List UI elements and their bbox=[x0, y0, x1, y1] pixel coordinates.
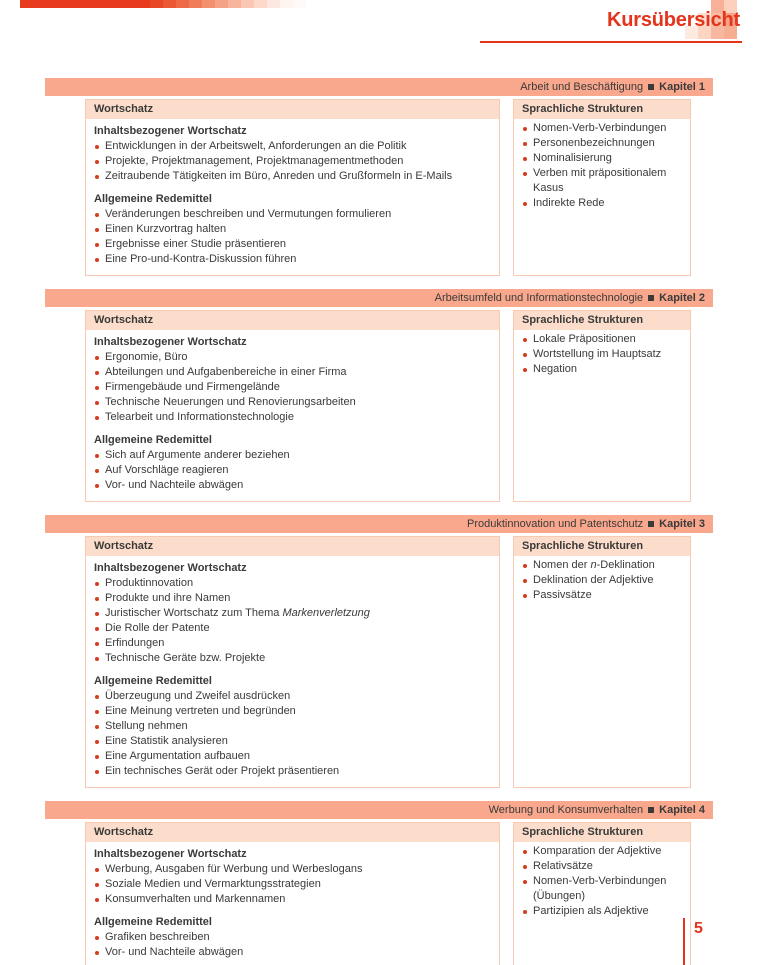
bullet-dot-icon bbox=[95, 175, 99, 179]
bullet-list bbox=[522, 121, 682, 211]
gradient-square bbox=[267, 0, 280, 8]
chapter-section-3 bbox=[45, 515, 713, 788]
group-heading: Inhaltsbezogener Wortschatz bbox=[94, 562, 247, 574]
gradient-square bbox=[215, 0, 228, 8]
bullet-dot-icon bbox=[95, 416, 99, 420]
gradient-square bbox=[46, 0, 59, 8]
bullet-dot-icon bbox=[95, 868, 99, 872]
wortschatz-content bbox=[86, 842, 499, 965]
list-item bbox=[522, 874, 682, 904]
bullet-dot-icon bbox=[523, 127, 527, 131]
chapter-band bbox=[45, 515, 713, 533]
wortschatz-header: Wortschatz bbox=[86, 311, 499, 330]
list-item bbox=[522, 573, 682, 588]
bullet-list bbox=[94, 448, 491, 493]
bullet-dot-icon bbox=[95, 612, 99, 616]
wortschatz-box bbox=[85, 822, 500, 965]
list-item-text: Negation bbox=[533, 363, 578, 375]
chapter-band bbox=[45, 78, 713, 96]
list-item-text: Produkte und ihre Namen bbox=[105, 592, 231, 604]
chapter-band bbox=[45, 289, 713, 307]
list-item bbox=[522, 904, 682, 919]
list-item bbox=[94, 207, 491, 222]
list-item-text: Verben mit präpositionalem Kasus bbox=[533, 167, 667, 194]
list-item-text: Ergebnisse einer Studie präsentieren bbox=[105, 238, 287, 250]
list-item-text: Technische Geräte bzw. Projekte bbox=[105, 652, 266, 664]
list-item-text: Vor- und Nachteile abwägen bbox=[105, 479, 244, 491]
list-item-text: Stellung nehmen bbox=[105, 720, 188, 732]
list-item-text: Nomen-Verb-Verbindungen bbox=[533, 122, 667, 134]
gradient-square bbox=[228, 0, 241, 8]
chapter-columns bbox=[85, 536, 713, 788]
strukturen-box bbox=[513, 536, 691, 788]
list-item bbox=[522, 166, 682, 196]
bullet-dot-icon bbox=[95, 484, 99, 488]
chapter-section-4 bbox=[45, 801, 713, 965]
wortschatz-content bbox=[86, 556, 499, 787]
bullet-list bbox=[94, 576, 491, 666]
list-item-text: Abteilungen und Aufgabenbereiche in einer Firma bbox=[105, 366, 347, 378]
strukturen-header: Sprachliche Strukturen bbox=[514, 537, 690, 556]
list-item-text: Zeitraubende Tätigkeiten im Büro, Anreden und Grußformeln in E-Mails bbox=[105, 170, 453, 182]
chapter-topic: Werbung und Konsumverhalten bbox=[488, 804, 644, 816]
bullet-dot-icon bbox=[95, 936, 99, 940]
bullet-list bbox=[94, 930, 491, 960]
list-item-text: Firmengebäude und Firmengelände bbox=[105, 381, 280, 393]
chapter-number: Kapitel 4 bbox=[659, 804, 705, 816]
gradient-square bbox=[72, 0, 85, 8]
wortschatz-header: Wortschatz bbox=[86, 823, 499, 842]
gradient-square bbox=[33, 0, 46, 8]
group-heading: Allgemeine Redemittel bbox=[94, 434, 212, 446]
bullet-dot-icon bbox=[523, 880, 527, 884]
bullet-dot-icon bbox=[95, 597, 99, 601]
bullet-dot-icon bbox=[523, 142, 527, 146]
list-item-text: Konsumverhalten und Markennamen bbox=[105, 893, 286, 905]
gradient-square bbox=[59, 0, 72, 8]
bullet-dot-icon bbox=[95, 386, 99, 390]
gradient-square bbox=[85, 0, 98, 8]
list-item bbox=[94, 169, 491, 184]
list-item-text: Eine Statistik analysieren bbox=[105, 735, 228, 747]
list-item bbox=[94, 877, 491, 892]
list-item bbox=[94, 862, 491, 877]
bullet-dot-icon bbox=[95, 642, 99, 646]
gradient-square bbox=[163, 0, 176, 8]
list-item bbox=[94, 734, 491, 749]
course-overview bbox=[45, 78, 713, 965]
strukturen-header: Sprachliche Strukturen bbox=[514, 823, 690, 842]
bullet-dot-icon bbox=[95, 883, 99, 887]
bullet-dot-icon bbox=[523, 850, 527, 854]
list-item-text: Veränderungen beschreiben und Vermutungen formulieren bbox=[105, 208, 392, 220]
list-item-text: Vor- und Nachteile abwägen bbox=[105, 946, 244, 958]
strukturen-content bbox=[514, 330, 690, 501]
gradient-square bbox=[280, 0, 293, 8]
list-item bbox=[522, 558, 682, 573]
list-item bbox=[94, 350, 491, 365]
list-item-text: Passivsätze bbox=[533, 589, 592, 601]
group-heading: Inhaltsbezogener Wortschatz bbox=[94, 336, 247, 348]
bullet-dot-icon bbox=[523, 594, 527, 598]
list-item-text: Nomen-Verb-Verbindungen (Übungen) bbox=[533, 875, 667, 902]
list-item bbox=[94, 591, 491, 606]
bullet-dot-icon bbox=[95, 710, 99, 714]
list-item-text: Grafiken beschreiben bbox=[105, 931, 210, 943]
bullet-dot-icon bbox=[95, 243, 99, 247]
bullet-dot-icon bbox=[523, 353, 527, 357]
bullet-dot-icon bbox=[523, 368, 527, 372]
list-item-text: Soziale Medien und Vermarktungsstrategien bbox=[105, 878, 321, 890]
group-heading: Allgemeine Redemittel bbox=[94, 675, 212, 687]
list-item bbox=[94, 704, 491, 719]
list-item-text: Entwicklungen in der Arbeitswelt, Anforderungen an die Politik bbox=[105, 140, 407, 152]
bullet-dot-icon bbox=[523, 202, 527, 206]
list-item-text: Technische Neuerungen und Renovierungsarbeiten bbox=[105, 396, 356, 408]
list-item bbox=[94, 463, 491, 478]
bullet-dot-icon bbox=[95, 740, 99, 744]
wortschatz-box bbox=[85, 536, 500, 788]
list-item bbox=[94, 945, 491, 960]
strukturen-header: Sprachliche Strukturen bbox=[514, 311, 690, 330]
strukturen-content bbox=[514, 556, 690, 787]
list-item bbox=[94, 621, 491, 636]
bullet-dot-icon bbox=[95, 627, 99, 631]
page-number: 5 bbox=[694, 920, 703, 937]
chapter-columns bbox=[85, 99, 713, 276]
bullet-dot-icon bbox=[95, 258, 99, 262]
bullet-dot-icon bbox=[95, 401, 99, 405]
list-item-text: Auf Vorschläge reagieren bbox=[105, 464, 229, 476]
list-item bbox=[94, 139, 491, 154]
list-item-text: Eine Meinung vertreten und begründen bbox=[105, 705, 296, 717]
bullet-list bbox=[522, 558, 682, 603]
list-item-text: Indirekte Rede bbox=[533, 197, 605, 209]
wortschatz-box bbox=[85, 99, 500, 276]
bullet-dot-icon bbox=[95, 951, 99, 955]
bullet-dot-icon bbox=[95, 725, 99, 729]
list-item bbox=[94, 606, 491, 621]
list-item bbox=[94, 749, 491, 764]
chapter-section-1 bbox=[45, 78, 713, 276]
bullet-dot-icon bbox=[95, 356, 99, 360]
list-item bbox=[522, 151, 682, 166]
wortschatz-header: Wortschatz bbox=[86, 100, 499, 119]
list-item bbox=[94, 237, 491, 252]
list-item bbox=[94, 478, 491, 493]
chapter-topic: Arbeitsumfeld und Informationstechnologie bbox=[434, 292, 644, 304]
list-item-text: Die Rolle der Patente bbox=[105, 622, 210, 634]
list-item-text: Sich auf Argumente anderer beziehen bbox=[105, 449, 290, 461]
bullet-dot-icon bbox=[95, 770, 99, 774]
chapter-number: Kapitel 1 bbox=[659, 81, 705, 93]
bullet-dot-icon bbox=[95, 469, 99, 473]
list-item bbox=[522, 136, 682, 151]
gradient-square bbox=[124, 0, 137, 8]
bullet-dot-icon bbox=[95, 582, 99, 586]
list-item-text: Ergonomie, Büro bbox=[105, 351, 188, 363]
wortschatz-header: Wortschatz bbox=[86, 537, 499, 556]
list-item bbox=[522, 332, 682, 347]
group-heading: Allgemeine Redemittel bbox=[94, 916, 212, 928]
list-item bbox=[522, 588, 682, 603]
group-heading: Inhaltsbezogener Wortschatz bbox=[94, 848, 247, 860]
list-item bbox=[94, 365, 491, 380]
list-item bbox=[94, 410, 491, 425]
bullet-dot-icon bbox=[95, 898, 99, 902]
gradient-square bbox=[202, 0, 215, 8]
gradient-square bbox=[189, 0, 202, 8]
list-item bbox=[94, 448, 491, 463]
strukturen-box bbox=[513, 310, 691, 502]
list-item-text: Nomen der n-Deklination bbox=[533, 559, 655, 571]
list-item-text: Komparation der Adjektive bbox=[533, 845, 662, 857]
strukturen-box bbox=[513, 822, 691, 965]
bullet-list bbox=[94, 139, 491, 184]
gradient-square bbox=[98, 0, 111, 8]
list-item bbox=[94, 892, 491, 907]
list-item-text: Juristischer Wortschatz zum Thema Markenverletzung bbox=[105, 607, 370, 619]
wortschatz-content bbox=[86, 330, 499, 501]
list-item-text: Wortstellung im Hauptsatz bbox=[533, 348, 662, 360]
chapter-section-2 bbox=[45, 289, 713, 502]
list-item bbox=[522, 347, 682, 362]
wortschatz-box bbox=[85, 310, 500, 502]
bullet-dot-icon bbox=[523, 564, 527, 568]
strukturen-box bbox=[513, 99, 691, 276]
chapter-number: Kapitel 2 bbox=[659, 292, 705, 304]
bullet-list bbox=[94, 689, 491, 779]
bullet-dot-icon bbox=[95, 454, 99, 458]
list-item bbox=[94, 764, 491, 779]
chapter-columns bbox=[85, 822, 713, 965]
list-item-text: Ein technisches Gerät oder Projekt präsentieren bbox=[105, 765, 340, 777]
gradient-square bbox=[111, 0, 124, 8]
strukturen-content bbox=[514, 842, 690, 965]
list-item-text: Überzeugung und Zweifel ausdrücken bbox=[105, 690, 291, 702]
bullet-dot-icon bbox=[95, 228, 99, 232]
gradient-square bbox=[20, 0, 33, 8]
list-item bbox=[94, 636, 491, 651]
list-item-text: Erfindungen bbox=[105, 637, 165, 649]
list-item bbox=[94, 252, 491, 267]
list-item-text: Telearbeit und Informationstechnologie bbox=[105, 411, 294, 423]
square-separator-icon bbox=[648, 84, 654, 90]
bullet-dot-icon bbox=[523, 172, 527, 176]
bullet-dot-icon bbox=[95, 160, 99, 164]
list-item-text: Eine Argumentation aufbauen bbox=[105, 750, 250, 762]
chapter-topic: Produktinnovation und Patentschutz bbox=[467, 518, 644, 530]
gradient-square bbox=[150, 0, 163, 8]
list-item bbox=[522, 121, 682, 136]
list-item-text: Lokale Präpositionen bbox=[533, 333, 636, 345]
bullet-dot-icon bbox=[95, 657, 99, 661]
chapter-number: Kapitel 3 bbox=[659, 518, 705, 530]
bullet-dot-icon bbox=[95, 755, 99, 759]
bullet-dot-icon bbox=[523, 157, 527, 161]
bullet-list bbox=[94, 207, 491, 267]
list-item-text: Produktinnovation bbox=[105, 577, 194, 589]
chapter-topic: Arbeit und Beschäftigung bbox=[520, 81, 644, 93]
list-item bbox=[94, 222, 491, 237]
title-underline bbox=[480, 41, 742, 43]
strukturen-content bbox=[514, 119, 690, 275]
list-item-text: Nominalisierung bbox=[533, 152, 612, 164]
bullet-dot-icon bbox=[523, 910, 527, 914]
list-item bbox=[94, 689, 491, 704]
chapter-columns bbox=[85, 310, 713, 502]
bullet-dot-icon bbox=[523, 338, 527, 342]
list-item-text: Werbung, Ausgaben für Werbung und Werbeslogans bbox=[105, 863, 363, 875]
bullet-dot-icon bbox=[95, 695, 99, 699]
list-item bbox=[522, 859, 682, 874]
group-heading: Allgemeine Redemittel bbox=[94, 193, 212, 205]
list-item-text: Relativsätze bbox=[533, 860, 593, 872]
list-item-text: Partizipien als Adjektive bbox=[533, 905, 649, 917]
list-item bbox=[94, 930, 491, 945]
wortschatz-content bbox=[86, 119, 499, 275]
gradient-square bbox=[176, 0, 189, 8]
list-item bbox=[522, 362, 682, 377]
chapter-band bbox=[45, 801, 713, 819]
group-heading: Inhaltsbezogener Wortschatz bbox=[94, 125, 247, 137]
list-item bbox=[94, 576, 491, 591]
bullet-dot-icon bbox=[523, 865, 527, 869]
list-item bbox=[522, 844, 682, 859]
gradient-square bbox=[293, 0, 306, 8]
list-item bbox=[522, 196, 682, 211]
page-title: Kursübersicht bbox=[607, 9, 740, 31]
list-item-text: Einen Kurzvortrag halten bbox=[105, 223, 227, 235]
page-number-rule bbox=[683, 918, 685, 965]
top-gradient-strip-decoration bbox=[20, 0, 306, 8]
list-item-text: Projekte, Projektmanagement, Projektmanagementmethoden bbox=[105, 155, 404, 167]
list-item bbox=[94, 719, 491, 734]
list-item bbox=[94, 380, 491, 395]
gradient-square bbox=[137, 0, 150, 8]
bullet-dot-icon bbox=[95, 213, 99, 217]
list-item bbox=[94, 395, 491, 410]
bullet-list bbox=[522, 844, 682, 919]
strukturen-header: Sprachliche Strukturen bbox=[514, 100, 690, 119]
bullet-list bbox=[522, 332, 682, 377]
list-item bbox=[94, 651, 491, 666]
list-item-text: Eine Pro-und-Kontra-Diskussion führen bbox=[105, 253, 297, 265]
square-separator-icon bbox=[648, 295, 654, 301]
list-item bbox=[94, 154, 491, 169]
bullet-list bbox=[94, 862, 491, 907]
square-separator-icon bbox=[648, 807, 654, 813]
list-item-text: Deklination der Adjektive bbox=[533, 574, 654, 586]
list-item-text: Personenbezeichnungen bbox=[533, 137, 655, 149]
gradient-square bbox=[241, 0, 254, 8]
square-separator-icon bbox=[648, 521, 654, 527]
bullet-dot-icon bbox=[95, 371, 99, 375]
bullet-dot-icon bbox=[523, 579, 527, 583]
bullet-dot-icon bbox=[95, 145, 99, 149]
bullet-list bbox=[94, 350, 491, 425]
gradient-square bbox=[254, 0, 267, 8]
